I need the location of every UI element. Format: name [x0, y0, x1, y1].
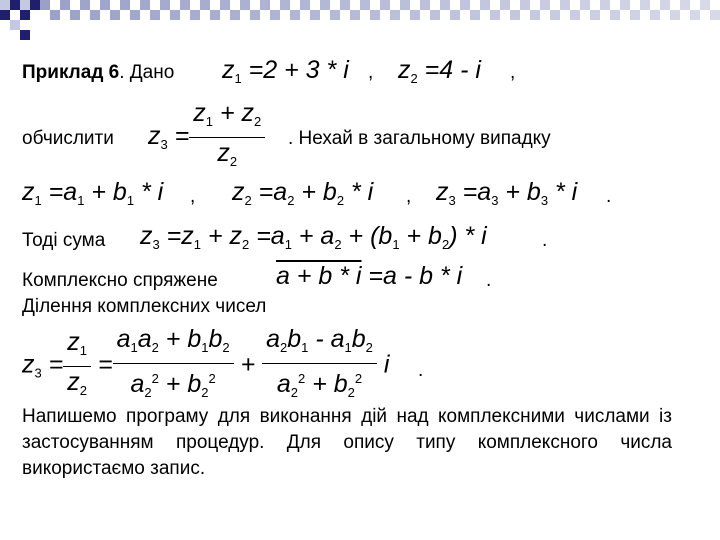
decor-square: [280, 0, 290, 10]
decor-square: [390, 0, 400, 10]
decor-square: [140, 10, 150, 20]
decor-square: [580, 0, 590, 10]
decor-square: [480, 10, 490, 20]
decor-square: [460, 10, 470, 20]
decor-square: [450, 10, 460, 20]
decor-square: [670, 10, 680, 20]
decor-square: [540, 0, 550, 10]
decor-square: [290, 10, 300, 20]
decor-square: [410, 10, 420, 20]
division-label: Ділення комплексних чисел: [22, 296, 267, 317]
decor-square: [430, 0, 440, 10]
body-paragraph: Напишемо програму для виконання дій над комплексними числами із застосуванням процедур. Для опису типу комплексного числа використаємо запис.: [22, 406, 672, 479]
decor-square: [430, 10, 440, 20]
decor-square: [690, 10, 700, 20]
decor-square: [190, 0, 200, 10]
decor-square: [160, 0, 170, 10]
decor-square: [100, 10, 110, 20]
decor-square: [360, 10, 370, 20]
compute-label: обчислити: [22, 128, 114, 149]
decor-square: [410, 0, 420, 10]
decor-square: [260, 10, 270, 20]
decor-square: [120, 0, 130, 10]
decor-square: [530, 0, 540, 10]
decor-square: [480, 0, 490, 10]
decor-square: [380, 10, 390, 20]
decor-square: [100, 0, 110, 10]
decor-square: [520, 0, 530, 10]
decor-square: [710, 10, 720, 20]
formula-z2: $z_2 =4 - i$: [398, 56, 481, 86]
decor-square: [620, 10, 630, 20]
decor-square: [250, 0, 260, 10]
decor-square: [440, 10, 450, 20]
decor-square: [110, 10, 120, 20]
decor-square: [310, 10, 320, 20]
decor-square: [170, 0, 180, 10]
comma-2: ,: [510, 62, 516, 83]
decor-square: [630, 10, 640, 20]
example-title: Приклад 6: [22, 62, 120, 83]
decor-square: [640, 0, 650, 10]
decor-square: [240, 10, 250, 20]
decor-square: [160, 10, 170, 20]
decor-square: [350, 0, 360, 10]
comma-1: ,: [368, 62, 374, 83]
decor-square: [180, 10, 190, 20]
decor-square: [440, 0, 450, 10]
decor-square: [50, 0, 60, 10]
decor-square: [510, 0, 520, 10]
decor-square: [330, 0, 340, 10]
decor-square: [600, 0, 610, 10]
decor-square: [320, 10, 330, 20]
decor-square: [650, 0, 660, 10]
decor-square: [700, 10, 710, 20]
decor-square: [450, 0, 460, 10]
decor-square: [350, 10, 360, 20]
decor-square: [90, 0, 100, 10]
decor-square: [230, 10, 240, 20]
decor-square: [150, 0, 160, 10]
decor-square: [640, 10, 650, 20]
decor-square: [210, 10, 220, 20]
decor-square: [50, 10, 60, 20]
general-case-text: . Нехай в загальному випадку: [288, 128, 551, 149]
decor-square: [710, 0, 720, 10]
sum-label: Тоді сума: [22, 230, 106, 251]
decor-square: [270, 0, 280, 10]
decor-square: [220, 10, 230, 20]
decor-square: [220, 0, 230, 10]
formula-z3-general: $z_3 =a_3 + b_3 * i$: [436, 178, 578, 208]
decor-square: [230, 0, 240, 10]
decor-square: [210, 0, 220, 10]
decor-square: [200, 0, 210, 10]
decor-square: [520, 10, 530, 20]
decor-square: [600, 10, 610, 20]
decor-square: [400, 10, 410, 20]
comma-4: ,: [406, 186, 412, 207]
decor-square: [540, 10, 550, 20]
decor-square: [610, 10, 620, 20]
formula-sum: $z_3 =z_1 + z_2 =a_1 + a_2 + (b_1 + b_2) * i$: [140, 222, 487, 252]
decor-square: [590, 0, 600, 10]
decor-square: [550, 10, 560, 20]
sum-period: .: [542, 230, 548, 251]
decor-square: [660, 10, 670, 20]
decor-square: [470, 10, 480, 20]
decor-square: [90, 10, 100, 20]
conjugate-period: .: [486, 270, 492, 291]
decor-square: [300, 0, 310, 10]
decor-square: [530, 10, 540, 20]
decor-square: [280, 10, 290, 20]
decor-square: [700, 0, 710, 10]
decor-square: [590, 10, 600, 20]
decor-square: [630, 0, 640, 10]
decor-square: [250, 10, 260, 20]
decor-square: [70, 0, 80, 10]
decor-square: [570, 10, 580, 20]
decor-square: [270, 10, 280, 20]
decor-square: [70, 10, 80, 20]
decor-square: [200, 10, 210, 20]
decor-square: [240, 0, 250, 10]
decor-square: [360, 0, 370, 10]
decor-square: [400, 0, 410, 10]
period-1: .: [606, 186, 612, 207]
conjugate-label: Комплексно спряжене: [22, 270, 218, 291]
decor-square: [320, 0, 330, 10]
decor-square: [570, 0, 580, 10]
decor-square: [650, 10, 660, 20]
decor-square: [170, 10, 180, 20]
decor-square: [460, 0, 470, 10]
decor-square: [300, 10, 310, 20]
decor-square: [680, 10, 690, 20]
decor-square: [680, 0, 690, 10]
example-given: . Дано: [119, 62, 175, 83]
decor-square: [490, 10, 500, 20]
decor-square: [130, 0, 140, 10]
decor-square: [580, 10, 590, 20]
formula-z2-general: $z_2 =a_2 + b_2 * i$: [232, 178, 374, 208]
decor-square: [60, 10, 70, 20]
decor-square: [660, 0, 670, 10]
decor-square: [80, 0, 90, 10]
decor-square: [130, 10, 140, 20]
decor-square: [620, 0, 630, 10]
decorative-header-squares: [0, 0, 720, 50]
decor-square: [390, 10, 400, 20]
formula-conjugate: a + b * i =a - b * i: [276, 262, 463, 290]
decor-square: [120, 10, 130, 20]
decor-square: [340, 10, 350, 20]
decor-square: [380, 0, 390, 10]
decor-square: [560, 10, 570, 20]
example-heading: [22, 62, 174, 84]
decor-square: [40, 10, 50, 20]
decor-square: [560, 0, 570, 10]
decor-square: [420, 10, 430, 20]
decor-square: [110, 0, 120, 10]
decor-square: [310, 0, 320, 10]
decor-square: [420, 0, 430, 10]
decor-square: [490, 0, 500, 10]
decor-square: [610, 0, 620, 10]
decor-square: [370, 0, 380, 10]
decor-square: [340, 0, 350, 10]
formula-division: $z_3$ = $\frac{z_1}{z_2}$ = $\frac{a_1a_2 + b_1b_2}{a_2^2 + b_2^2}$ + $\frac{a_2b_1 - a_1b_2}{a_2^2 + b_2^2}$ i: [22, 325, 390, 400]
decor-square: [60, 0, 70, 10]
decor-square: [690, 0, 700, 10]
decor-square: [140, 0, 150, 10]
formula-z1: $z_1 =2 + 3 * i$: [222, 56, 349, 86]
decor-square: [550, 0, 560, 10]
formula-z1-general: $z_1 =a_1 + b_1 * i$: [22, 178, 164, 208]
decor-square: [330, 10, 340, 20]
decor-square: [370, 10, 380, 20]
comma-3: ,: [190, 186, 196, 207]
decor-square: [470, 0, 480, 10]
decor-square: [290, 0, 300, 10]
formula-z3-fraction: $z_3$ = $\frac{z_1 + z_2}{z_2}$: [148, 98, 265, 177]
decor-square: [260, 0, 270, 10]
decor-square: [500, 0, 510, 10]
decor-square: [500, 10, 510, 20]
decor-square: [190, 10, 200, 20]
decor-square: [40, 0, 50, 10]
division-period: .: [418, 360, 424, 381]
decor-square: [510, 10, 520, 20]
decor-square: [180, 0, 190, 10]
decor-square: [670, 0, 680, 10]
decor-square: [80, 10, 90, 20]
decor-square: [150, 10, 160, 20]
